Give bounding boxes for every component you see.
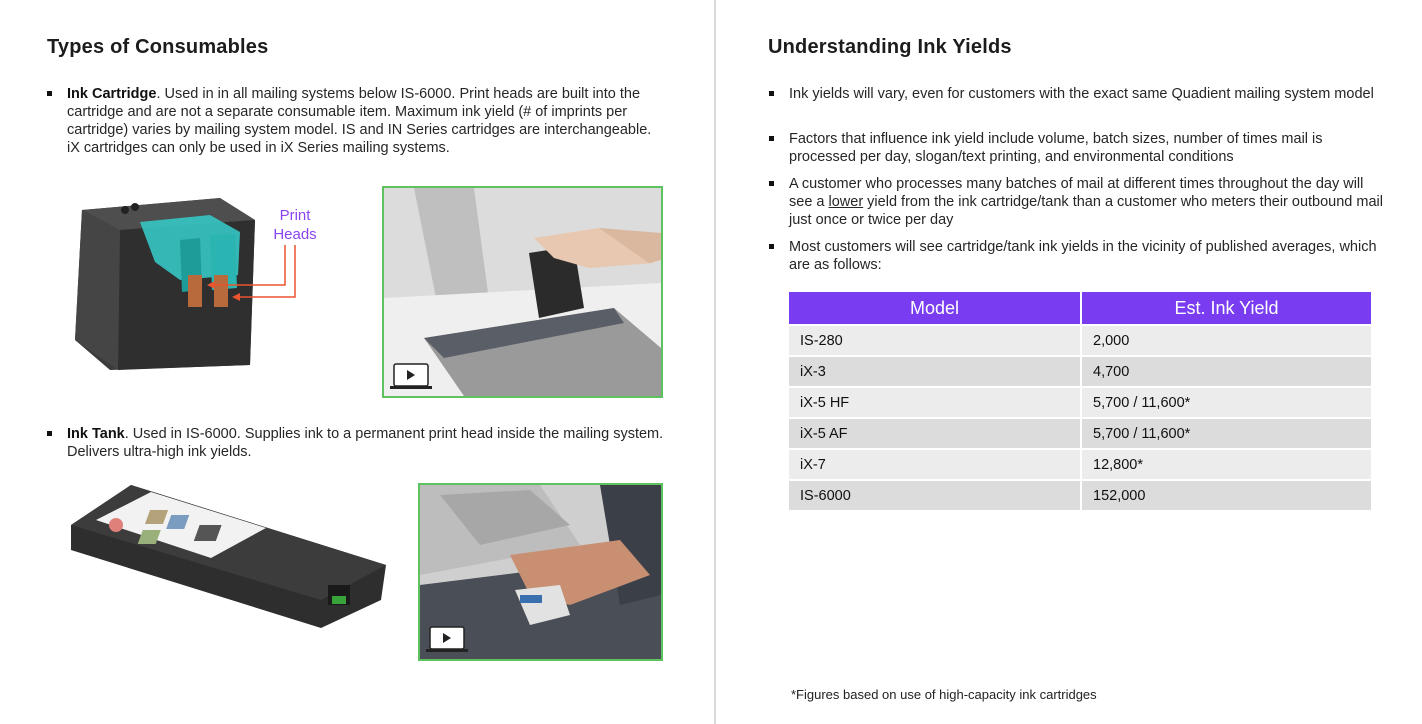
table-row [789,480,1371,510]
right-heading: Understanding Ink Yields [768,36,1012,58]
table-row [789,449,1371,480]
header-model: Model [789,292,1081,325]
left-heading: Types of Consumables [47,36,269,58]
yield-bullet-1: Ink yields will vary, even for customers with the exact same Quadient mailing system model [789,85,1389,103]
cartridge-title: Ink Cartridge [67,86,157,102]
page-divider [714,0,716,724]
bullet3-before: A customer who processes many batches of mail at different times throughout the day will see a [789,176,1364,210]
model-cell: iX-3 [789,356,1081,387]
yield-cell: 4,700 [1081,356,1371,387]
bullet3-after: yield from the ink cartridge/tank than a customer who meters their outbound mail just once or twice per day [789,194,1383,228]
yield-bullet-4: Most customers will see cartridge/tank ink yields in the vicinity of published averages, which are as follows: [789,238,1389,274]
table-row [789,387,1371,418]
tank-text: . Used in IS-6000. Supplies ink to a permanent print head inside the mailing system. Delivers ultra-high ink yields. [67,426,664,460]
footnote: *Figures based on use of high-capacity ink cartridges [791,687,1097,702]
video-play-icon[interactable] [390,362,432,392]
model-cell: iX-7 [789,449,1081,480]
yield-cell: 5,700 / 11,600* [1081,387,1371,418]
cartridge-bullet [67,85,667,157]
yield-cell: 5,700 / 11,600* [1081,418,1371,449]
tank-install-video-thumbnail[interactable] [418,483,663,661]
tank-title: Ink Tank [67,426,125,442]
tank-bullet [67,425,667,461]
callout-line2: Heads [273,226,317,243]
print-heads-arrows [200,245,310,305]
cartridge-install-video-thumbnail[interactable] [382,186,663,398]
header-yield: Est. Ink Yield [1081,292,1371,325]
ink-tank-image [66,480,388,630]
yield-bullet-3 [789,175,1389,229]
callout-line1: Print [279,207,311,224]
model-cell: IS-280 [789,325,1081,356]
bullet3-underlined: lower [828,194,864,210]
print-heads-callout [268,206,322,244]
video-play-icon[interactable] [426,625,468,655]
table-row [789,356,1371,387]
model-cell: iX-5 AF [789,418,1081,449]
yield-cell: 152,000 [1081,480,1371,510]
table-header-row [789,292,1371,325]
yield-cell: 12,800* [1081,449,1371,480]
model-cell: IS-6000 [789,480,1081,510]
yield-bullet-2: Factors that influence ink yield include volume, batch sizes, number of times mail is processed per day, slogan/text printing, and environmental conditions [789,130,1389,166]
cartridge-text: . Used in in all mailing systems below IS-6000. Print heads are built into the cartridge and are not a separate consumable item. Maximum ink yield (# of imprints per cartridge) varies by mailing system model. IS and IN Series cartridges are interchangeable. iX cartridges can only be used in iX Series mailing systems. [67,86,652,156]
yield-cell: 2,000 [1081,325,1371,356]
ink-yield-table [789,292,1371,510]
model-cell: iX-5 HF [789,387,1081,418]
table-row [789,418,1371,449]
table-row [789,325,1371,356]
